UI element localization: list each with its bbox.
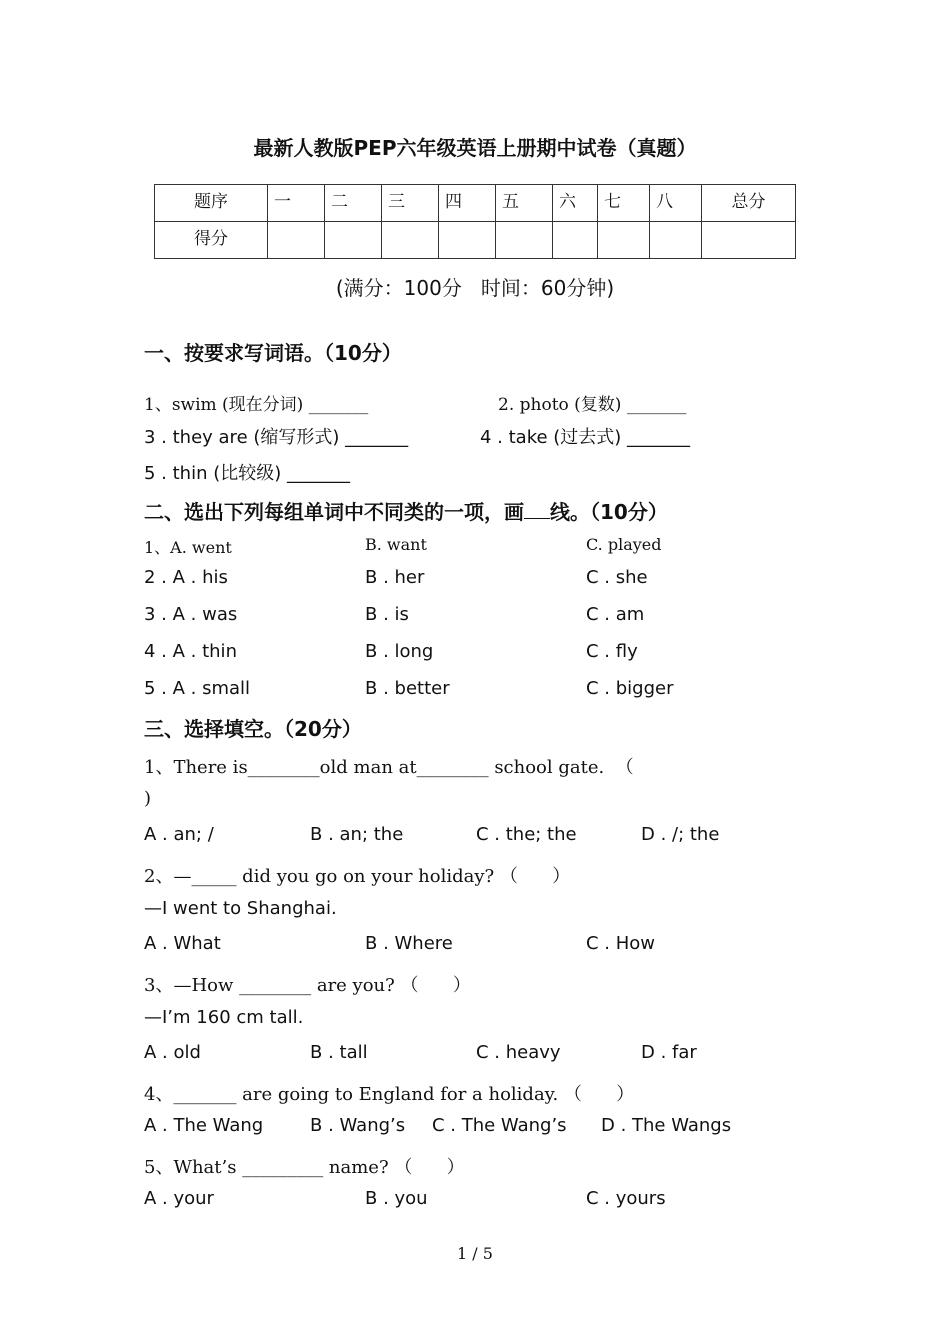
score-cell: 五 — [496, 185, 553, 222]
page-number: 1 / 5 — [457, 1244, 493, 1263]
section3-q1-option-a: A . an; / — [144, 824, 214, 845]
section2-row1-a: 1、A. went — [144, 538, 232, 557]
section3-q4-option-c: C . The Wang’s — [432, 1115, 567, 1136]
score-blank[interactable] — [268, 222, 325, 259]
score-table-score-row — [155, 222, 796, 259]
section3-q2-stem: 2、—_____ did you go on your holiday? （ ） — [144, 866, 571, 887]
section2-row3-a: 3 . A . was — [144, 604, 238, 625]
section2-heading: 二、选出下列每组单词中不同类的一项，画 线。（10分） — [144, 500, 668, 524]
score-blank[interactable] — [382, 222, 439, 259]
section2-row2-b: B . her — [365, 567, 425, 588]
underline-mark — [524, 500, 550, 519]
section3-q2-option-a: A . What — [144, 933, 221, 954]
section3-q3-option-d: D . far — [641, 1042, 697, 1063]
score-cell: 六 — [553, 185, 598, 222]
section3-heading: 三、选择填空。（20分） — [144, 717, 362, 741]
section3-q1-option-d: D . /; the — [641, 824, 720, 845]
section3-q5-option-b: B . you — [365, 1188, 428, 1209]
section2-row5-c: C . bigger — [586, 678, 674, 699]
section3-q1-option-b: B . an; the — [310, 824, 404, 845]
score-cell-label: 题序 — [155, 185, 268, 222]
score-cell: 二 — [325, 185, 382, 222]
section3-q5-stem: 5、What’s _________ name? （ ） — [144, 1157, 465, 1178]
score-blank[interactable] — [496, 222, 553, 259]
section3-q2-answer: —I went to Shanghai. — [144, 898, 337, 919]
score-cell: 四 — [439, 185, 496, 222]
score-blank[interactable] — [325, 222, 382, 259]
score-cell: 七 — [598, 185, 650, 222]
section3-q3-option-b: B . tall — [310, 1042, 368, 1063]
section3-q3-answer: —I’m 160 cm tall. — [144, 1007, 304, 1028]
section2-row4-a: 4 . A . thin — [144, 641, 237, 662]
section3-q3-option-a: A . old — [144, 1042, 201, 1063]
section2-row4-c: C . fly — [586, 641, 638, 662]
section2-row4-b: B . long — [365, 641, 434, 662]
section3-q4-stem: 4、_______ are going to England for a holiday. （ ） — [144, 1084, 635, 1105]
section3-q2-option-c: C . How — [586, 933, 656, 954]
score-blank[interactable] — [650, 222, 702, 259]
section1-q2: 2. photo (复数) _______ — [498, 395, 687, 415]
score-table-header-row — [155, 185, 796, 222]
section1-q3: 3 . they are (缩写形式) _______ — [144, 427, 409, 448]
section2-row2-a: 2 . A . his — [144, 567, 228, 588]
section1-q1: 1、swim (现在分词) _______ — [144, 395, 369, 415]
section2-row5-b: B . better — [365, 678, 450, 699]
section2-row3-b: B . is — [365, 604, 409, 625]
score-cell-total: 总分 — [702, 185, 796, 222]
section3-q2-option-b: B . Where — [365, 933, 453, 954]
section2-row1-c: C. played — [586, 535, 662, 554]
section3-q4-option-b: B . Wang’s — [310, 1115, 406, 1136]
section1-q5: 5 . thin (比较级) _______ — [144, 463, 350, 484]
score-cell: 八 — [650, 185, 702, 222]
score-blank[interactable] — [598, 222, 650, 259]
section2-row5-a: 5 . A . small — [144, 678, 251, 699]
page-title: 最新人教版PEP六年级英语上册期中试卷（真题） — [253, 136, 697, 160]
section2-row1-b: B. want — [365, 535, 427, 554]
section3-q1-option-c: C . the; the — [476, 824, 577, 845]
section3-q1-stem: 1、There is________old man at________ school gate. （ — [144, 757, 634, 778]
score-cell-label: 得分 — [155, 222, 268, 259]
section3-q1-stem-cont: ) — [144, 788, 152, 809]
score-blank[interactable] — [553, 222, 598, 259]
section3-q3-option-c: C . heavy — [476, 1042, 561, 1063]
section1-q4: 4 . take (过去式) _______ — [480, 427, 691, 448]
section3-q4-option-a: A . The Wang — [144, 1115, 264, 1136]
section2-row3-c: C . am — [586, 604, 645, 625]
score-table — [154, 184, 796, 259]
exam-info: (满分：100分 时间：60分钟) — [335, 276, 615, 300]
score-cell: 三 — [382, 185, 439, 222]
section1-heading: 一、按要求写词语。（10分） — [144, 341, 402, 365]
section3-q3-stem: 3、—How ________ are you? （ ） — [144, 975, 471, 996]
section3-q5-option-a: A . your — [144, 1188, 214, 1209]
section2-row2-c: C . she — [586, 567, 648, 588]
score-blank[interactable] — [439, 222, 496, 259]
score-cell: 一 — [268, 185, 325, 222]
section3-q4-option-d: D . The Wangs — [601, 1115, 732, 1136]
section3-q5-option-c: C . yours — [586, 1188, 666, 1209]
score-blank[interactable] — [702, 222, 796, 259]
